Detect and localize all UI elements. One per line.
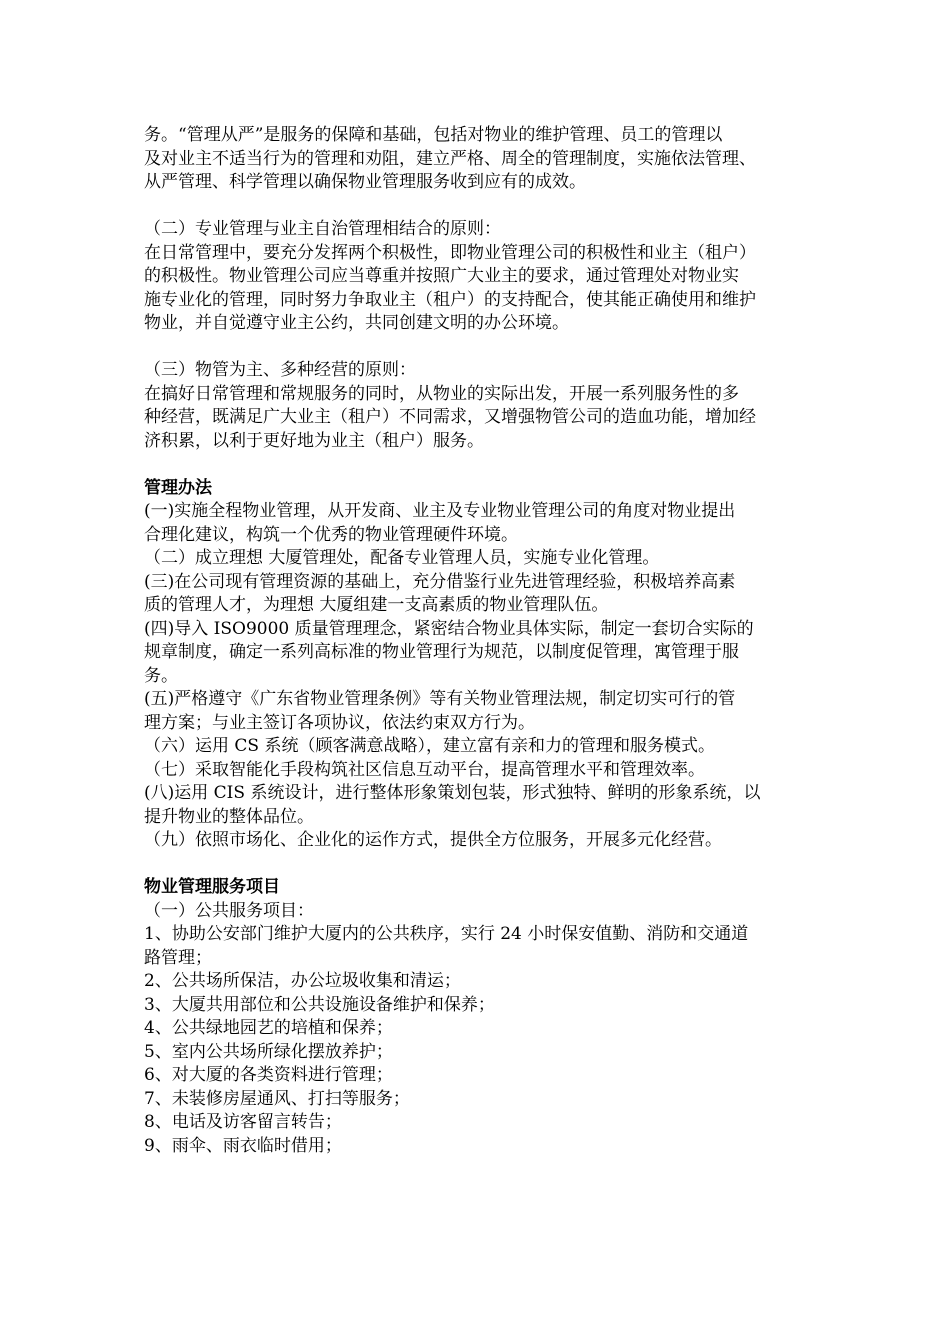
methods-line: （七）采取智能化手段构筑社区信息互动平台，提高管理水平和管理效率。 (144, 759, 705, 780)
methods-line: (八)运用 CIS 系统设计，进行整体形象策划包装，形式独特、鲜明的形象系统，以 (144, 783, 761, 803)
paragraph-line: 的积极性。物业管理公司应当尊重并按照广大业主的要求，通过管理处对物业实 (144, 266, 739, 286)
principle-2-title: （二）专业管理与业主自治管理相结合的原则： (144, 219, 501, 239)
paragraph-line: 在日常管理中，要充分发挥两个积极性，即物业管理公司的积极性和业主（租户） (144, 242, 756, 263)
service-item-line: 9、雨伞、雨衣临时借用； (144, 1135, 342, 1156)
methods-line: （二）成立理想 大厦管理处，配备专业管理人员，实施专业化管理。 (144, 548, 660, 568)
service-item-line: 2、公共场所保洁，办公垃圾收集和清运； (144, 971, 461, 991)
paragraph-line: 济积累，以利于更好地为业主（租户）服务。 (144, 430, 484, 451)
paragraph-line: 务。“管理从严”是服务的保障和基础，包括对物业的维护管理、员工的管理以 (144, 125, 723, 145)
management-methods-heading: 管理办法 (144, 477, 212, 498)
methods-line: 理方案；与业主签订各项协议，依法约束双方行为。 (144, 712, 535, 733)
paragraph-line: 施专业化的管理，同时努力争取业主（租户）的支持配合，使其能正确使用和维护 (144, 289, 756, 310)
methods-line: 合理化建议，构筑一个优秀的物业管理硬件环境。 (144, 524, 518, 545)
paragraph-gap (144, 453, 812, 477)
methods-line: (三)在公司现有管理资源的基础上，充分借鉴行业先进管理经验，积极培养高素 (144, 571, 736, 592)
methods-line: (五)严格遵守《广东省物业管理条例》等有关物业管理法规，制定切实可行的管 (144, 689, 736, 709)
service-item-line: 6、对大厦的各类资料进行管理； (144, 1065, 393, 1085)
service-items-section (144, 876, 812, 1158)
service-item-line: 5、室内公共场所绿化摆放养护； (144, 1041, 393, 1062)
paragraph-line: 从严管理、科学管理以确保物业管理服务收到应有的成效。 (144, 172, 586, 192)
methods-line: (一)实施全程物业管理，从开发商、业主及专业物业管理公司的角度对物业提出 (144, 501, 736, 521)
methods-line: 质的管理人才，为理想 大厦组建一支高素质的物业管理队伍。 (144, 595, 609, 615)
principle-2-section (144, 218, 812, 336)
methods-line: 务。 (144, 665, 178, 686)
paragraph-gap (144, 336, 812, 360)
service-item-line: 4、公共绿地园艺的培植和保养； (144, 1018, 393, 1038)
service-item-line: 3、大厦共用部位和公共设施设备维护和保养； (144, 994, 495, 1015)
service-items-heading: 物业管理服务项目 (144, 877, 280, 897)
paragraph-line: 物业，并自觉遵守业主公约，共同创建文明的办公环境。 (144, 313, 569, 333)
document-page (144, 124, 812, 1158)
management-methods-section (144, 477, 812, 853)
public-service-subtitle: （一）公共服务项目： (144, 900, 314, 921)
paragraph-gap (144, 853, 812, 877)
service-item-line: 7、未装修房屋通风、打扫等服务； (144, 1088, 410, 1109)
paragraph-line: 在搞好日常管理和常规服务的同时，从物业的实际出发，开展一系列服务性的多 (144, 383, 739, 404)
methods-line: 规章制度，确定一系列高标准的物业管理行为规范，以制度促管理，寓管理于服 (144, 642, 739, 662)
methods-line: 提升物业的整体品位。 (144, 806, 314, 827)
paragraph-gap (144, 195, 812, 219)
service-principle-paragraph-tail (144, 124, 812, 195)
methods-line: (四)导入 ISO9000 质量管理理念，紧密结合物业具体实际，制定一套切合实际的 (144, 618, 754, 639)
methods-line: （九）依照市场化、企业化的运作方式，提供全方位服务，开展多元化经营。 (144, 830, 722, 850)
paragraph-line: 及对业主不适当行为的管理和劝阻，建立严格、周全的管理制度，实施依法管理、 (144, 148, 756, 169)
service-item-line: 1、协助公安部门维护大厦内的公共秩序，实行 24 小时保安值勤、消防和交通道 (144, 924, 749, 944)
paragraph-line: 种经营，既满足广大业主（租户）不同需求，又增强物管公司的造血功能，增加经 (144, 407, 756, 427)
methods-line: （六）运用 CS 系统（顾客满意战略），建立富有亲和力的管理和服务模式。 (144, 736, 715, 756)
principle-3-section (144, 359, 812, 453)
service-item-line: 路管理； (144, 947, 212, 968)
service-item-line: 8、电话及访客留言转告； (144, 1112, 342, 1132)
principle-3-title: （三）物管为主、多种经营的原则： (144, 360, 416, 380)
